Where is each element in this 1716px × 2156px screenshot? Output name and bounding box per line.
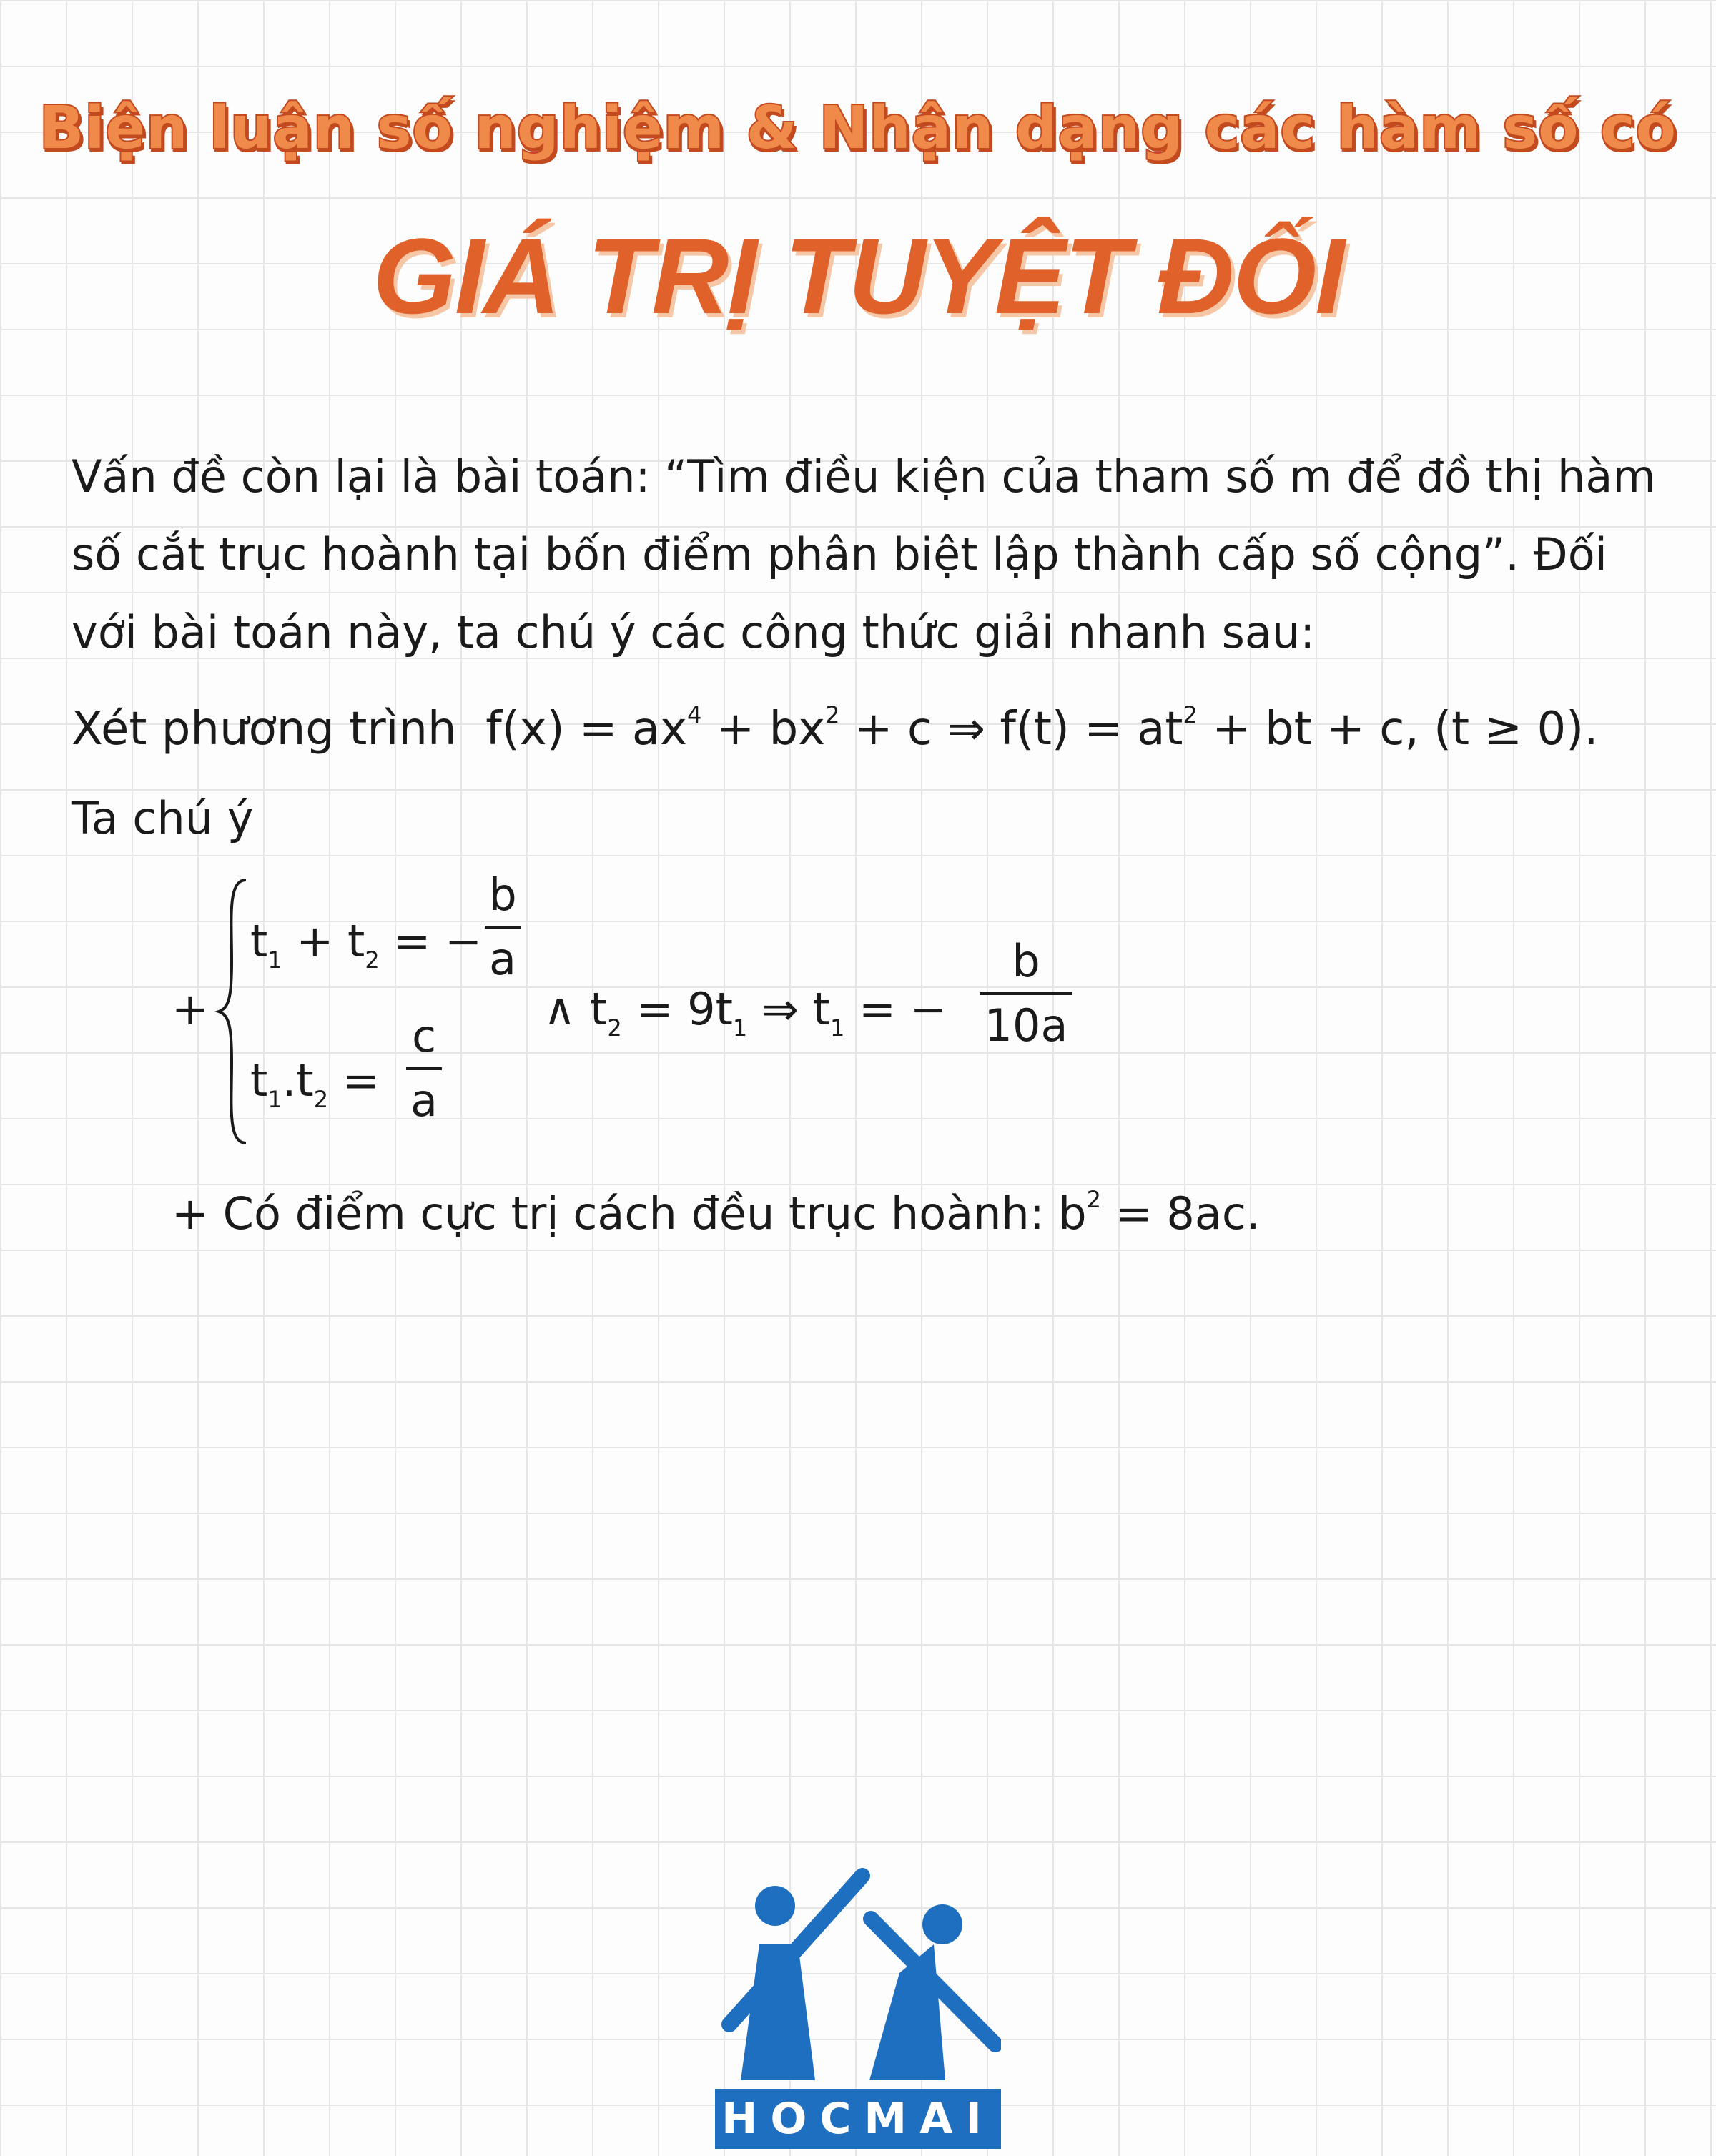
page-subtitle: Biện luận số nghiệm & Nhận dạng các hàm số có [39,94,1677,162]
left-brace-icon [214,876,250,1147]
fraction-b-over-a: b a [485,870,521,984]
equation-lead: Xét phương trình [72,703,457,756]
page-title: GIÁ TRỊ TUYỆT ĐỐI [373,216,1343,336]
final-note: + Có điểm cực trị cách đều trục hoành: $b^2 = 8ac$. [172,1186,1261,1240]
hocmai-logo-text: HOCMAI [715,2089,1001,2149]
system-row-sum: $t_1 + t_2$ = − [250,915,483,974]
note-text: Ta chú ý [72,792,254,844]
intro-paragraph: Vấn đề còn lại là bài toán: “Tìm điều kiện của tham số m để đồ thị hàm số cắt trục hoành tại bốn điểm phân biệt lập thành cấp số cộng”. Đối với bài toán này, ta chú ý các công thức giải nhanh sau: [72,450,1656,658]
equation-lhs: $f(x) = ax^4 + bx^2 + c$ ⇒ $f(t) = at^2$ + bt + c, (t ≥ 0). [485,701,1599,756]
fraction-c-over-a: c a [406,1012,442,1126]
vieta-system [172,869,1173,1147]
system-row-product: $t_1.t_2$ = [250,1054,380,1113]
fraction-b-over-10a: b 10a [980,936,1072,1051]
system-plus: + [172,983,209,1035]
equation-line [72,693,1680,765]
system-condition: ∧ $t_2 = 9t_1$ ⇒ $t_1$ = − [543,983,947,1042]
